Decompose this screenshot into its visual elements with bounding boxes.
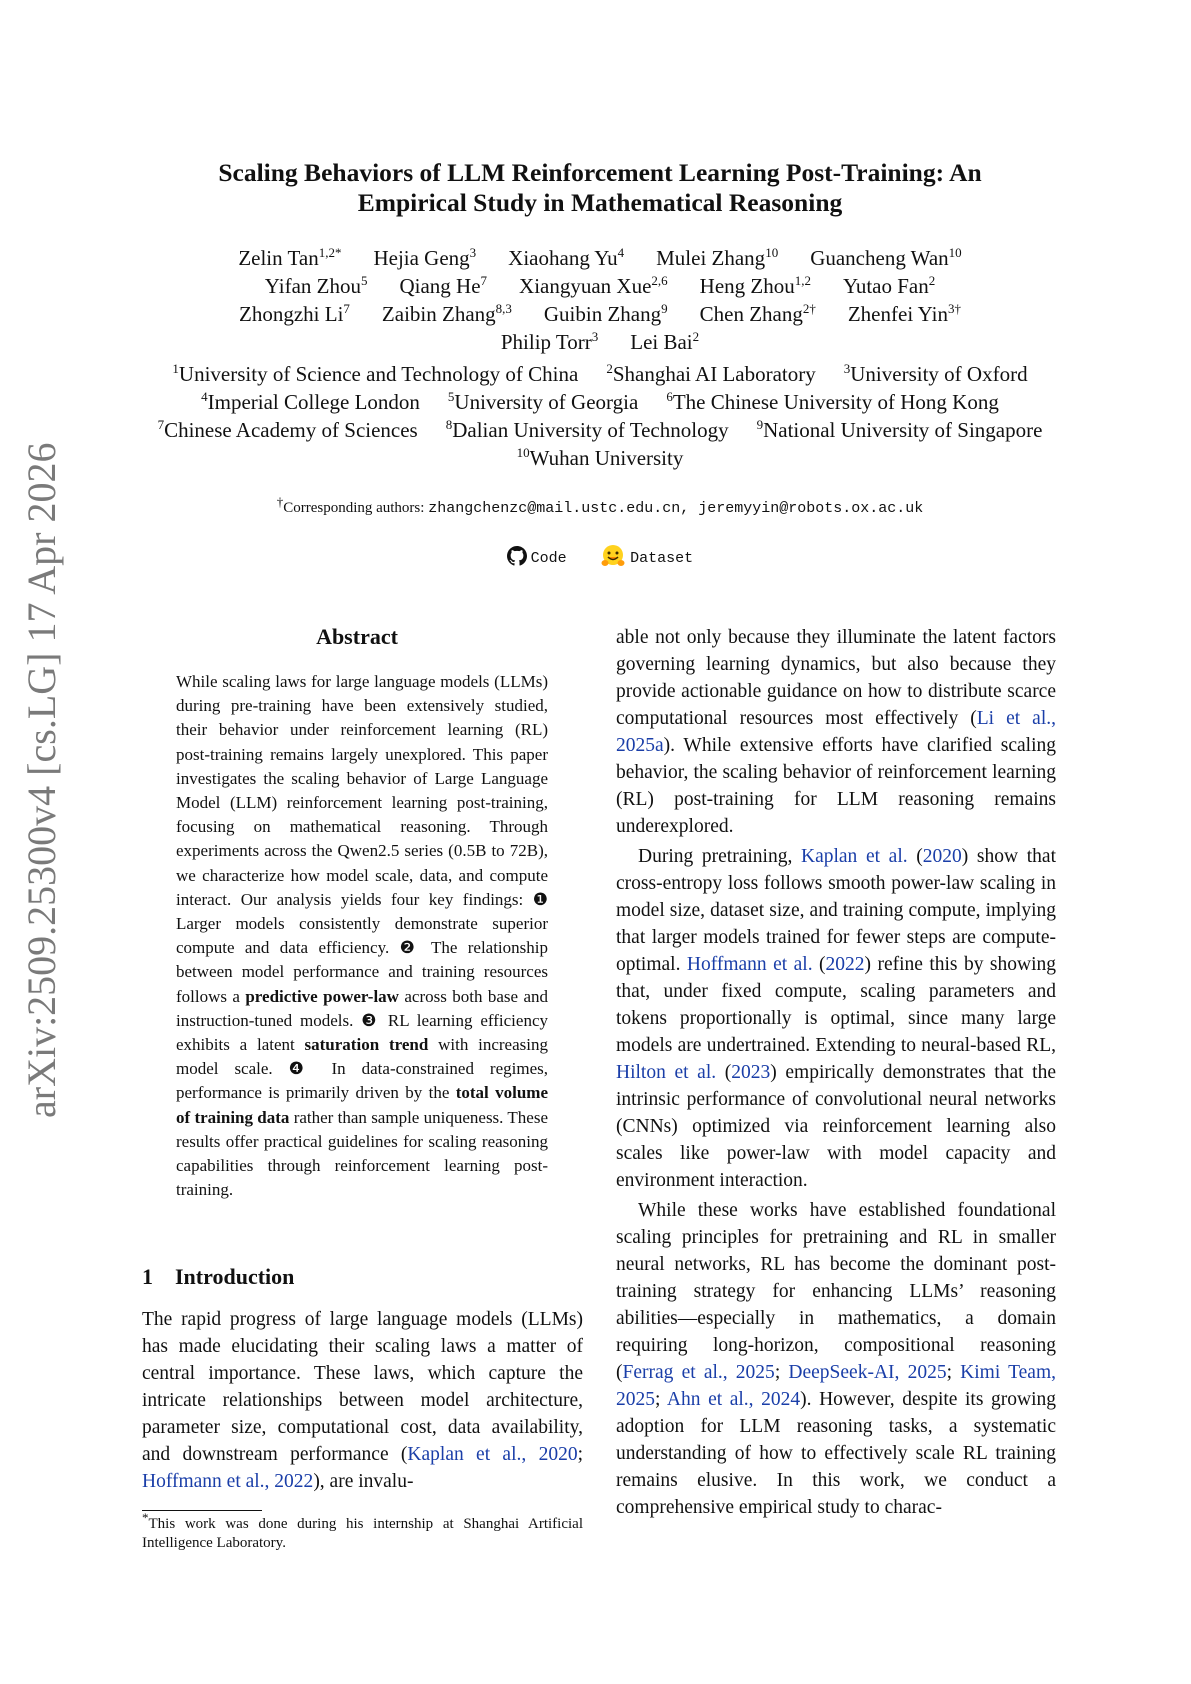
author-affiliation-mark: 3 — [469, 245, 477, 260]
text-run: While these works have established foundational scaling principles for pretraining and RL in smaller neural networks, RL has become the dominant post-training strategy for enhancing LLMs’ reasoning abilities—especially in mathematics, a domain requiring long-horizon, compositional reasoning ( — [616, 1200, 1056, 1383]
text-run: ( — [716, 1062, 732, 1083]
footnote-mark: * — [142, 1510, 149, 1525]
author-name: Lei Bai$^2$ — [630, 329, 700, 354]
affiliation: $^5$University of Georgia — [447, 389, 639, 414]
introduction-right-column — [616, 624, 1056, 1521]
footnote — [142, 1510, 583, 1553]
abstract-heading: Abstract — [316, 624, 398, 649]
text-run: ). However, despite its growing adoption for LLM reasoning tasks, a systematic understanding of how to effectively scale RL training remains elusive. In this work, we conduct a comprehensive empirical study to charac- — [616, 1389, 1056, 1518]
author-affiliation-mark: 3† — [947, 301, 961, 316]
author-affiliation-mark: 1,2* — [318, 245, 342, 260]
author-affiliation-mark: 10 — [765, 245, 779, 260]
author-name: Guancheng Wan$^{10}$ — [810, 245, 962, 270]
text-run: During pretraining, — [638, 846, 801, 867]
paper-title-line-2: Empirical Study in Mathematical Reasoning — [357, 188, 843, 217]
author-affiliation-mark: 2,6 — [651, 273, 668, 288]
bold-phrase: saturation trend — [304, 1035, 429, 1055]
author-name: Zhongzhi Li$^7$ — [239, 301, 350, 326]
affiliation-row — [60, 388, 1140, 416]
author-row — [100, 272, 1100, 300]
author-affiliation-mark: 2 — [692, 329, 700, 344]
author-affiliation-mark: 2† — [802, 301, 816, 316]
affiliation-number: 10 — [516, 445, 530, 460]
affiliation-number: 6 — [666, 389, 673, 404]
author-row — [100, 244, 1100, 272]
text-run: ) empirically demonstrates that the intrinsic performance of convolutional neural networks (CNNs) optimized via reinforcement learning also scales like power-law with model capacity and environment interaction. — [616, 1062, 1057, 1191]
author-name: Qiang He$^7$ — [399, 273, 488, 298]
text-run: ). While extensive efforts have clarified scaling behavior, the scaling behavior of reinforcement learning (RL) post-training for LLM reasoning remains underexplored. — [616, 735, 1056, 837]
text-run: ; — [577, 1444, 583, 1465]
author-name: Zelin Tan$^{1,2*}$ — [238, 245, 342, 270]
author-affiliation-mark: 9 — [661, 301, 668, 316]
text-run: rather than sample uniqueness. These results offer practical guidelines for scaling reasoning capabilities through reinforcement learning post-training. — [176, 1107, 548, 1200]
affiliation: $^7$Chinese Academy of Sciences — [157, 417, 418, 442]
text-run: with increasing model scale. ❹ In data-constrained regimes, performance is primarily driven by the — [176, 1035, 548, 1103]
citation-link[interactable]: 2022 — [825, 954, 865, 975]
author-name: Yutao Fan$^2$ — [843, 273, 936, 298]
introduction-heading: 1 Introduction — [142, 1264, 295, 1289]
affiliation-number: 4 — [201, 389, 208, 404]
affiliation-number: 1 — [172, 361, 179, 376]
author-row — [100, 328, 1100, 356]
text-run: ( — [812, 954, 826, 975]
author-affiliation-mark: 3 — [591, 329, 599, 344]
footnote-text: This work was done during his internship at Shanghai Artificial Intelligence Laboratory. — [142, 1516, 583, 1551]
arxiv-sidebar-id: arXiv:2509.25300v4 [cs.LG] 17 Apr 2026 — [19, 442, 64, 1118]
citation-link[interactable]: 2020 — [922, 846, 962, 867]
github-icon — [507, 546, 527, 571]
affiliation-number: 3 — [843, 361, 851, 376]
paper-title-line-1: Scaling Behaviors of LLM Reinforcement Learning Post-Training: An — [218, 158, 982, 187]
affiliation-number: 9 — [756, 417, 764, 432]
abstract-body — [176, 670, 548, 1202]
affiliation-row — [60, 416, 1140, 444]
text-run: ), are invalu- — [313, 1471, 414, 1492]
author-affiliation-mark: 8,3 — [495, 301, 512, 316]
affiliation-number: 2 — [606, 361, 613, 376]
affiliation-row — [60, 444, 1140, 472]
author-name: Zaibin Zhang$^{8,3}$ — [381, 301, 512, 326]
citation-link[interactable]: Kaplan et al. — [800, 846, 908, 867]
footnote-rule — [142, 1510, 262, 1511]
author-affiliation-mark: 5 — [360, 273, 368, 288]
text-run: While scaling laws for large language models (LLMs) during pre-training have been extensively studied, their behavior under reinforcement learning (RL) post-training remains largely unexplored. This paper investigates the scaling behavior of Large Language Model (LLM) reinforcement learning post-training, focusing on mathematical reasoning. Through experiments across the Qwen2.5 series (0.5B to 72B), we characterize how model scale, data, and compute interact. Our analysis yields four key findings: — [176, 672, 548, 909]
affiliation-number: 7 — [157, 417, 165, 432]
corresponding-emails[interactable]: zhangchenzc@mail.ustc.edu.cn, jeremyyin@robots.ox.ac.uk — [428, 500, 924, 517]
author-name: Zhenfei Yin$^{3\dagger}$ — [847, 301, 961, 326]
paragraph — [616, 1197, 1056, 1521]
affiliation-row — [60, 360, 1140, 388]
affiliation: $^1$University of Science and Technology of China — [172, 361, 579, 386]
author-affiliation-mark: 10 — [948, 245, 962, 260]
author-name: Xiangyuan Xue$^{2,6}$ — [519, 273, 668, 298]
code-link[interactable] — [507, 550, 571, 566]
text-run: ; — [655, 1389, 667, 1410]
bold-phrase: total volume of training data — [176, 1083, 549, 1127]
dagger-mark: † — [276, 494, 284, 509]
affiliation: $^2$Shanghai AI Laboratory — [606, 361, 816, 386]
affiliation: $^9$National University of Singapore — [756, 417, 1043, 442]
corresponding-authors — [100, 494, 1100, 517]
affiliation: $^8$Dalian University of Technology — [445, 417, 729, 442]
author-name: Philip Torr$^3$ — [500, 329, 599, 354]
text-run: across both base and instruction-tuned models. ❸ RL learning efficiency exhibits a latent — [176, 986, 548, 1055]
introduction-left-column — [142, 1306, 583, 1495]
citation-link[interactable]: DeepSeek-AI, 2025 — [788, 1362, 947, 1383]
citation-link[interactable]: Hoffmann et al., 2022 — [142, 1471, 314, 1492]
dataset-link[interactable] — [600, 550, 693, 566]
author-name: Xiaohang Yu$^4$ — [508, 245, 625, 270]
resource-links — [100, 544, 1100, 573]
code-link-label: Code — [530, 549, 567, 567]
dataset-link-label: Dataset — [630, 549, 694, 567]
affiliation: $^6$The Chinese University of Hong Kong — [666, 389, 999, 414]
author-name: Mulei Zhang$^{10}$ — [656, 245, 779, 270]
text-run: The rapid progress of large language models (LLMs) has made elucidating their scaling laws a matter of central importance. These laws, which capture the intricate relationships between model architecture, parameter size, computational cost, data availability, and downstream performance ( — [142, 1309, 583, 1465]
text-run: able not only because they illuminate the latent factors governing learning dynamics, but also because they provide actionable guidance on how to distribute scarce computational resources most effectively ( — [616, 627, 1056, 729]
text-run: ( — [907, 846, 923, 867]
text-run: ; — [774, 1362, 789, 1383]
affiliation: $^{10}$Wuhan University — [516, 445, 684, 470]
author-affiliation-mark: 7 — [343, 301, 350, 316]
citation-link[interactable]: Ahn et al., 2024 — [666, 1389, 801, 1410]
citation-link[interactable]: Hoffmann et al. — [686, 954, 813, 975]
paper-title — [100, 158, 1100, 218]
citation-link[interactable]: Li et al., 2025a — [616, 708, 1056, 756]
text-run: ) refine this by showing that, under fixed compute, scaling parameters and tokens proportionally is optimal, since many large models are undertrained. Extending to neural-based RL, — [616, 954, 1056, 1056]
huggingface-icon — [600, 544, 626, 573]
author-name: Chen Zhang$^{2\dagger}$ — [699, 301, 816, 326]
citation-link[interactable]: Kimi Team, 2025 — [616, 1362, 1056, 1410]
affiliation: $^4$Imperial College London — [201, 389, 420, 414]
author-name: Guibin Zhang$^9$ — [543, 301, 668, 326]
corresponding-label: Corresponding authors: — [283, 500, 429, 516]
affiliation: $^3$University of Oxford — [843, 361, 1028, 386]
affiliation-number: 5 — [447, 389, 455, 404]
author-affiliation-mark: 1,2 — [794, 273, 811, 288]
paragraph — [616, 843, 1056, 1194]
author-row — [100, 300, 1100, 328]
author-name: Yifan Zhou$^5$ — [264, 273, 368, 298]
author-affiliation-mark: 2 — [928, 273, 936, 288]
author-affiliation-mark: 7 — [480, 273, 488, 288]
citation-link[interactable]: Ferrag et al., 2025 — [622, 1362, 775, 1383]
bold-phrase: predictive power-law — [245, 986, 399, 1006]
paragraph — [616, 624, 1056, 840]
text-run: ) show that cross-entropy loss follows smooth power-law scaling in model size, dataset size, and training compute, implying that larger models trained for fewer steps are compute-optimal. — [616, 846, 1056, 975]
author-name: Hejia Geng$^3$ — [373, 245, 477, 270]
author-affiliation-mark: 4 — [617, 245, 625, 260]
citation-link[interactable]: Kaplan et al., 2020 — [407, 1444, 578, 1465]
text-run: ❶ Larger models consistently demonstrate superior compute and data efficiency. ❷ The relationship between model performance and training resources follows a — [176, 889, 548, 1006]
citation-link[interactable]: 2023 — [731, 1062, 771, 1083]
citation-link[interactable]: Hilton et al. — [616, 1062, 717, 1083]
text-run: ; — [946, 1362, 961, 1383]
affiliation-number: 8 — [445, 417, 453, 432]
author-name: Heng Zhou$^{1,2}$ — [699, 273, 811, 298]
